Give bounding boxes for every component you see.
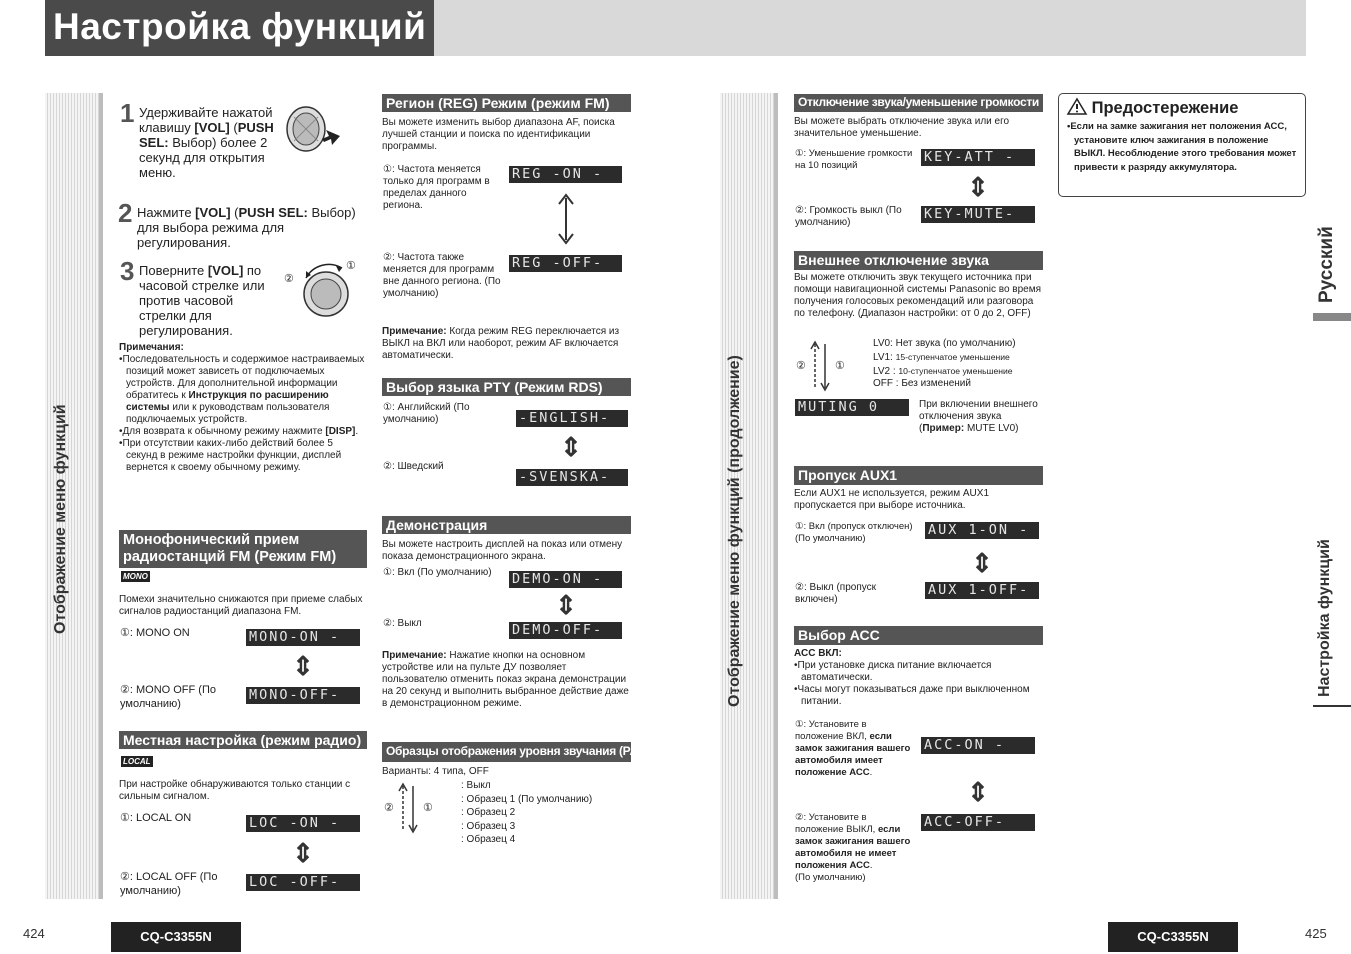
aux-off-display: AUX 1‑OFF‑ (925, 582, 1039, 599)
mono-option-2: ②: MONO OFF (По умолчанию) (120, 684, 216, 710)
mute-display: KEY‑MUTE‑ (921, 206, 1035, 223)
local-desc: При настройке обнаруживаются только станции с сильным сигналом. (119, 779, 351, 802)
local-on-display: LOC ‑ON ‑ (246, 815, 360, 832)
knob-mark-2: ② (284, 273, 294, 285)
pattern-options (461, 779, 631, 847)
ext-level: LV0: Нет звука (по умолчанию) (873, 338, 1016, 349)
ext-level: OFF : Без изменений (873, 378, 971, 390)
att-option-1: ①: Уменьшение громкости на 10 позиций (795, 148, 913, 171)
mid-strip-label: Отображение меню функций (продолжение) (726, 355, 743, 707)
step-2-number: 2 (118, 198, 133, 228)
warning-text: •Если на замке зажигания нет положения АСС, установите ключ зажигания в положение ВЫКЛ. Несоблюдение этого требования может привести к разряду аккумулятора. (1067, 121, 1297, 173)
pattern-option: : Образец 2 (461, 807, 516, 818)
updown-arrow-icon: ⇕ (292, 651, 314, 681)
notes-list (119, 354, 365, 474)
note-item: •Последовательность и содержимое настраиваемых позиций может зависеть от подключаемых устройств. Для дополнительной информации обратитесь к Инструкция по расширению системы или к руководствам пользователя подключаемых устройств. (119, 354, 365, 425)
up-down-pair-arrow-icon (398, 782, 420, 834)
aux-option-2: ②: Выкл (пропуск включен) (795, 582, 877, 605)
aux-section-header: Пропуск AUX1 (794, 466, 1043, 485)
updown-arrow-icon: ⇕ (555, 590, 577, 620)
updown-arrow-icon: ⇕ (967, 777, 989, 807)
pattern-desc: Варианты: 4 типа, OFF (382, 766, 489, 777)
mono-on-display: MONO‑ON ‑ (246, 629, 360, 646)
pty-option-2: ②: Шведский (383, 461, 444, 472)
pattern-mark-2: ② (384, 802, 394, 814)
step-2-text: Нажмите [VOL] (PUSH SEL: Выбор) для выбора режима для регулирования. (137, 205, 356, 250)
step-3-number: 3 (120, 256, 135, 286)
knob-mark-1: ① (346, 260, 356, 272)
reg-option-1: ①: Частота меняется только для программ в пределах данного региона. (383, 164, 490, 211)
acc-off-display: ACC‑OFF‑ (921, 814, 1035, 831)
att-section-header: Отключение звука/уменьшение громкости (794, 94, 1043, 112)
ext-mute-desc: Вы можете отключить звук текущего источника при помощи навигационной системы Panasonic во время получения голосовых рекомендаций или разговора по телефону. (Диапазон настройки: от 0 до 2, OFF) (794, 272, 1042, 319)
ext-level: LV2 : 10-ступенчатое уменьшение (873, 365, 1013, 377)
acc-subtitle: АСС ВКЛ: (794, 648, 842, 659)
acc-option-2: ②: Установите в положение ВЫКЛ, если замок зажигания вашего автомобиля не имеет положения АСС. (По умолчанию) (795, 812, 911, 883)
pattern-option: : Выкл (461, 780, 491, 791)
mono-section-header: Монофонический прием радиостанций FM (Режим FM) (119, 530, 367, 568)
reg-off-display: REG ‑OFF‑ (509, 255, 622, 272)
demo-section-header: Демонстрация (382, 516, 631, 534)
updown-arrow-icon: ⇕ (560, 432, 582, 462)
att-option-2: ②: Громкость выкл (По умолчанию) (795, 205, 902, 228)
mono-off-display: MONO‑OFF‑ (246, 687, 360, 704)
up-down-pair-arrow-icon (810, 340, 832, 392)
att-desc: Вы можете выбрать отключение звука или его значительное уменьшение. (794, 116, 1010, 139)
aux-on-display: AUX 1‑ON ‑ (925, 522, 1039, 539)
right-page-number: 425 (1305, 926, 1327, 941)
step-1-number: 1 (120, 98, 135, 128)
pattern-option: : Образец 1 (По умолчанию) (461, 793, 593, 805)
acc-bullets (794, 660, 1044, 708)
reg-option-2: ②: Частота также меняется для программ вне данного региона. (По умолчанию) (383, 252, 501, 299)
updown-arrow-icon: ⇕ (967, 172, 989, 202)
warning-triangle-icon (1067, 98, 1087, 115)
local-option-1: ①: LOCAL ON (120, 812, 192, 824)
updown-arrow-icon: ⇕ (971, 548, 993, 578)
reg-on-display: REG ‑ON ‑ (509, 166, 622, 183)
demo-desc: Вы можете настроить дисплей на показ или отмену показа демонстрационного экрана. (382, 539, 623, 562)
pty-english-display: ‑ENGLISH‑ (516, 410, 628, 427)
note-item: •Для возврата к обычному режиму нажмите [DISP]. (119, 426, 359, 437)
ext-mark-1: ① (835, 360, 845, 372)
local-option-2: ②: LOCAL OFF (По умолчанию) (120, 871, 218, 897)
pattern-option: : Образец 4 (461, 834, 516, 845)
language-tab-marker (1313, 313, 1351, 321)
section-tab-rule (1313, 705, 1351, 707)
right-model-badge: CQ-C3355N (1108, 922, 1238, 952)
knob-press-icon (282, 103, 344, 155)
acc-bullet: •Часы могут показываться даже при выключенном питании. (794, 684, 1030, 707)
warning-title-row: Предостережение (1067, 98, 1297, 118)
aux-desc: Если AUX1 не используется, режим AUX1 пропускается при выборе источника. (794, 488, 989, 511)
updown-arrow-icon: ⇕ (292, 838, 314, 868)
demo-option-2: ②: Выкл (383, 618, 422, 629)
ext-mute-side-note: При включении внешнего отключения звука (Пример: MUTE LV0) (919, 399, 1038, 434)
mono-desc: Помехи значительно снижаются при приеме слабых сигналов радиостанций диапазона FM. (119, 594, 363, 617)
ext-mark-2: ② (796, 360, 806, 372)
pty-section-header: Выбор языка PTY (Режим RDS) (382, 378, 631, 396)
acc-option-1: ①: Установите в положение ВКЛ, если замок зажигания вашего автомобиля имеет положение АСС. (795, 719, 911, 778)
demo-on-display: DEMO‑ON ‑ (509, 571, 622, 588)
local-badge: LOCAL (123, 757, 151, 766)
page-title: Настройка функций (45, 0, 434, 56)
long-updown-arrow-icon (556, 192, 576, 246)
reg-note: Примечание: Когда режим REG переключается из ВЫКЛ на ВКЛ или наоборот, режим AF включается автоматически. (382, 326, 620, 361)
demo-option-1: ①: Вкл (По умолчанию) (383, 567, 492, 578)
section-tab: Настройка функций (1316, 539, 1333, 697)
ext-mute-levels (873, 338, 1045, 391)
pattern-option: : Образец 3 (461, 820, 516, 832)
left-model-badge: CQ-C3355N (111, 922, 241, 952)
left-page-number: 424 (23, 926, 45, 941)
acc-section-header: Выбор АСС (794, 626, 1043, 645)
mono-option-1: ①: MONO ON (120, 627, 190, 639)
muting-display: MUTING 0 (795, 399, 909, 416)
demo-off-display: DEMO‑OFF‑ (509, 622, 622, 639)
pattern-mark-1: ① (423, 802, 433, 814)
mono-badge: MONO (123, 572, 148, 581)
pty-svenska-display: ‑SVENSKA‑ (516, 469, 628, 486)
step-3-text: Поверните [VOL] по часовой стрелке или против часовой стрелки для регулирования. (139, 263, 265, 338)
acc-on-display: ACC‑ON ‑ (921, 737, 1035, 754)
reg-section-header: Регион (REG) Режим (режим FM) (382, 94, 631, 112)
pty-option-1: ①: Английский (По умолчанию) (383, 402, 470, 425)
acc-bullet: •При установке диска питание включается автоматически. (794, 660, 992, 683)
left-strip-label: Отображение меню функций (52, 404, 69, 634)
ext-level: LV1: 15-ступенчатое уменьшение (873, 351, 1010, 363)
ext-mute-section-header: Внешнее отключение звука (794, 251, 1043, 270)
note-item: •При отсутствии каких-либо действий более 5 секунд в режиме настройки функции, дисплей вернется к своему обычному режиму. (119, 438, 342, 473)
att-display: KEY‑ATT ‑ (921, 149, 1035, 166)
notes-title: Примечания: (119, 342, 184, 353)
aux-option-1: ①: Вкл (пропуск отключен) (По умолчанию) (795, 521, 913, 544)
pattern-section-header: Образцы отображения уровня звучания (PATTERN) (382, 742, 631, 762)
language-tab: Русский (1316, 226, 1337, 303)
reg-desc: Вы можете изменить выбор диапазона AF, поиска лучшей станции и поиска по идентификации программы. (382, 117, 615, 152)
warning-box (1058, 93, 1306, 197)
local-off-display: LOC ‑OFF‑ (246, 874, 360, 891)
demo-note: Примечание: Нажатие кнопки на основном устройстве или на пульте ДУ позволяет пользователю отменить показ экрана демонстрации на 20 секунд и выполнить выбранное действие даже в демонстрационном режиме. (382, 650, 629, 709)
step-1-text: Удерживайте нажатой клавишу [VOL] (PUSH SEL: Выбор) более 2 секунд для открытия меню. (139, 105, 274, 180)
local-section-header: Местная настройка (режим радио) (119, 731, 367, 749)
